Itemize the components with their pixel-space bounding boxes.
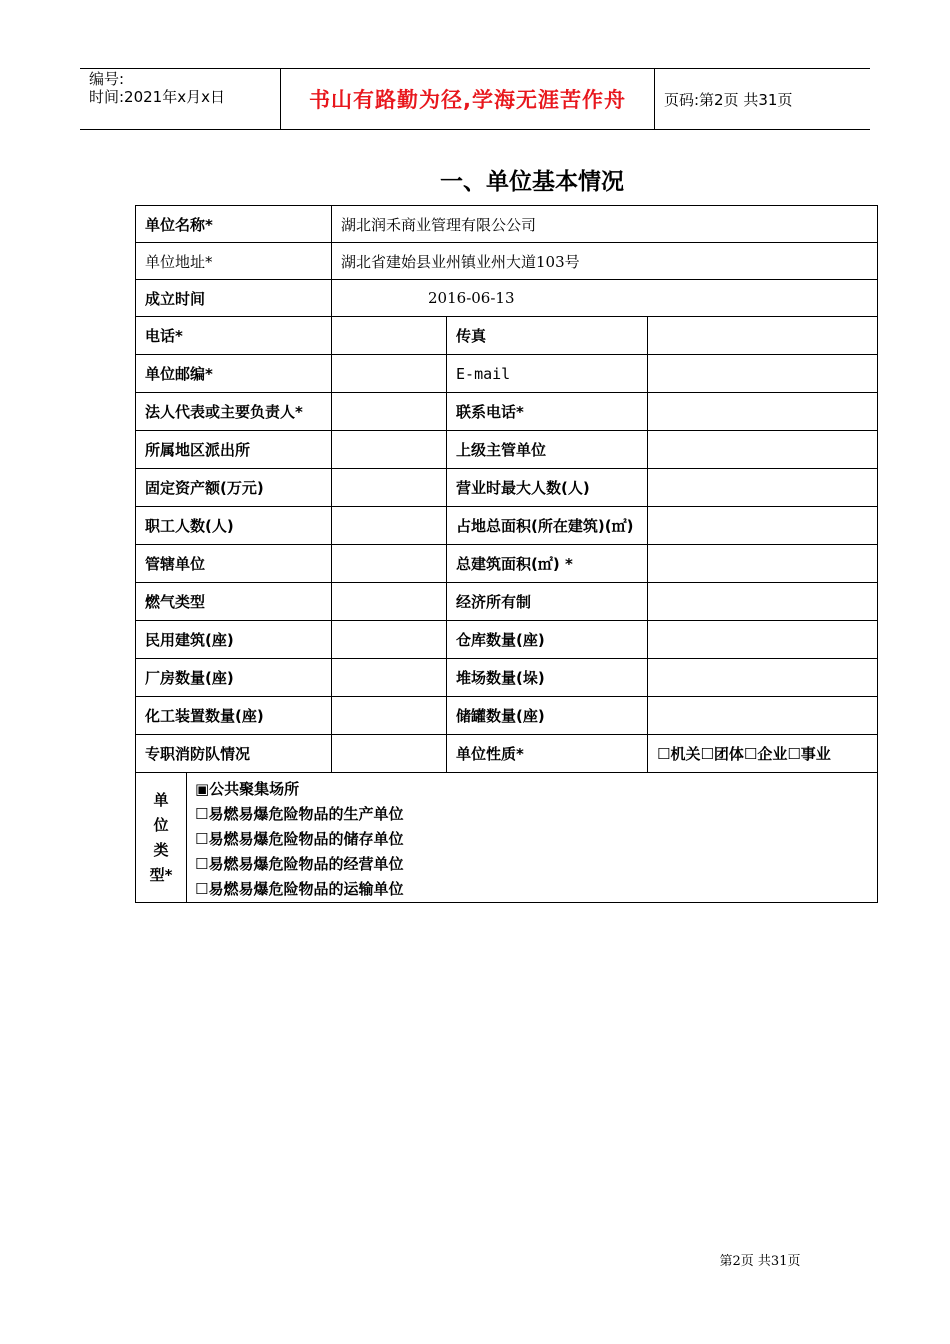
address-value[interactable]: 湖北省建始县业州镇业州大道103号 xyxy=(332,243,878,280)
table-row xyxy=(136,773,878,903)
table-row xyxy=(136,545,878,583)
field-value[interactable] xyxy=(648,545,878,583)
field-value[interactable] xyxy=(332,469,447,507)
field-label: 占地总面积(所在建筑)(㎡) xyxy=(447,507,648,545)
field-value[interactable] xyxy=(648,393,878,431)
field-value[interactable]: ☐机关☐团体☐企业☐事业 xyxy=(648,735,878,773)
field-value[interactable] xyxy=(648,621,878,659)
field-value[interactable] xyxy=(332,393,447,431)
field-value[interactable] xyxy=(332,355,447,393)
unit-type-char: 型* xyxy=(149,865,173,884)
field-label: 堆场数量(垛) xyxy=(447,659,648,697)
table-row xyxy=(136,206,878,243)
unit-type-char: 类 xyxy=(153,840,169,859)
field-value[interactable] xyxy=(332,583,447,621)
table-row xyxy=(136,280,878,317)
unit-type-option-business[interactable]: ☐易燃易爆危险物品的经营单位 xyxy=(195,855,404,873)
field-label: 联系电话* xyxy=(447,393,648,431)
unit-type-option-transport[interactable]: ☐易燃易爆危险物品的运输单位 xyxy=(195,880,404,898)
founded-label: 成立时间 xyxy=(136,280,332,317)
field-label: 单位性质* xyxy=(447,735,648,773)
field-label: E-mail xyxy=(447,355,648,393)
table-row xyxy=(136,469,878,507)
table-row xyxy=(136,659,878,697)
field-label: 经济所有制 xyxy=(447,583,648,621)
field-value[interactable] xyxy=(648,659,878,697)
field-value[interactable] xyxy=(332,507,447,545)
name-value[interactable]: 湖北润禾商业管理有限公公司 xyxy=(332,206,878,243)
field-label: 厂房数量(座) xyxy=(136,659,332,697)
page-number: 页码:第2页 共31页 xyxy=(664,90,793,109)
field-label: 仓库数量(座) xyxy=(447,621,648,659)
unit-type-option-public[interactable]: ▣公共聚集场所 xyxy=(195,780,300,798)
founded-value[interactable]: 2016-06-13 xyxy=(332,280,878,317)
header-meta-cell xyxy=(80,69,281,129)
field-value[interactable] xyxy=(332,317,447,355)
unit-type-char: 单 xyxy=(153,790,169,809)
unit-type-option-storage[interactable]: ☐易燃易爆危险物品的储存单位 xyxy=(195,830,404,848)
field-value[interactable] xyxy=(648,697,878,735)
field-value[interactable] xyxy=(332,659,447,697)
field-value[interactable] xyxy=(332,735,447,773)
field-label: 电话* xyxy=(136,317,332,355)
field-value[interactable] xyxy=(332,545,447,583)
field-label: 管辖单位 xyxy=(136,545,332,583)
header-slogan-cell xyxy=(281,69,655,129)
field-label: 燃气类型 xyxy=(136,583,332,621)
field-label: 储罐数量(座) xyxy=(447,697,648,735)
code-label: 编号: xyxy=(89,70,125,88)
unit-type-option-production[interactable]: ☐易燃易爆危险物品的生产单位 xyxy=(195,805,404,823)
field-label: 民用建筑(座) xyxy=(136,621,332,659)
table-row xyxy=(136,507,878,545)
field-value[interactable] xyxy=(648,469,878,507)
table-row xyxy=(136,355,878,393)
table-row xyxy=(136,583,878,621)
field-value[interactable] xyxy=(648,583,878,621)
field-label: 专职消防队情况 xyxy=(136,735,332,773)
field-label: 固定资产额(万元) xyxy=(136,469,332,507)
field-value[interactable] xyxy=(648,507,878,545)
field-label: 化工装置数量(座) xyxy=(136,697,332,735)
field-label: 总建筑面积(㎡) * xyxy=(447,545,648,583)
address-label: 单位地址* xyxy=(136,243,332,280)
name-label: 单位名称* xyxy=(136,206,332,243)
kv-rows xyxy=(136,317,878,773)
table-row xyxy=(136,735,878,773)
field-label: 上级主管单位 xyxy=(447,431,648,469)
field-value[interactable] xyxy=(332,697,447,735)
header-page-cell xyxy=(655,69,870,129)
unit-type-char: 位 xyxy=(153,815,169,834)
field-value[interactable] xyxy=(648,355,878,393)
field-value[interactable] xyxy=(332,621,447,659)
field-label: 单位邮编* xyxy=(136,355,332,393)
slogan: 书山有路勤为径,学海无涯苦作舟 xyxy=(309,88,626,112)
unit-type-options xyxy=(187,773,878,903)
time-label: 时间:2021年x月x日 xyxy=(89,88,225,106)
section-title: 一、单位基本情况 xyxy=(440,169,624,195)
unit-type-label xyxy=(136,773,187,903)
field-label: 传真 xyxy=(447,317,648,355)
table-row xyxy=(136,243,878,280)
table-row xyxy=(136,317,878,355)
field-label: 营业时最大人数(人) xyxy=(447,469,648,507)
page-header xyxy=(80,68,870,130)
unit-info-table xyxy=(135,205,878,903)
field-value[interactable] xyxy=(648,431,878,469)
page-footer: 第2页 共31页 xyxy=(719,1254,801,1269)
table-row xyxy=(136,621,878,659)
table-row xyxy=(136,393,878,431)
table-row xyxy=(136,431,878,469)
table-row xyxy=(136,697,878,735)
field-label: 法人代表或主要负责人* xyxy=(136,393,332,431)
field-label: 所属地区派出所 xyxy=(136,431,332,469)
field-value[interactable] xyxy=(648,317,878,355)
field-value[interactable] xyxy=(332,431,447,469)
field-label: 职工人数(人) xyxy=(136,507,332,545)
